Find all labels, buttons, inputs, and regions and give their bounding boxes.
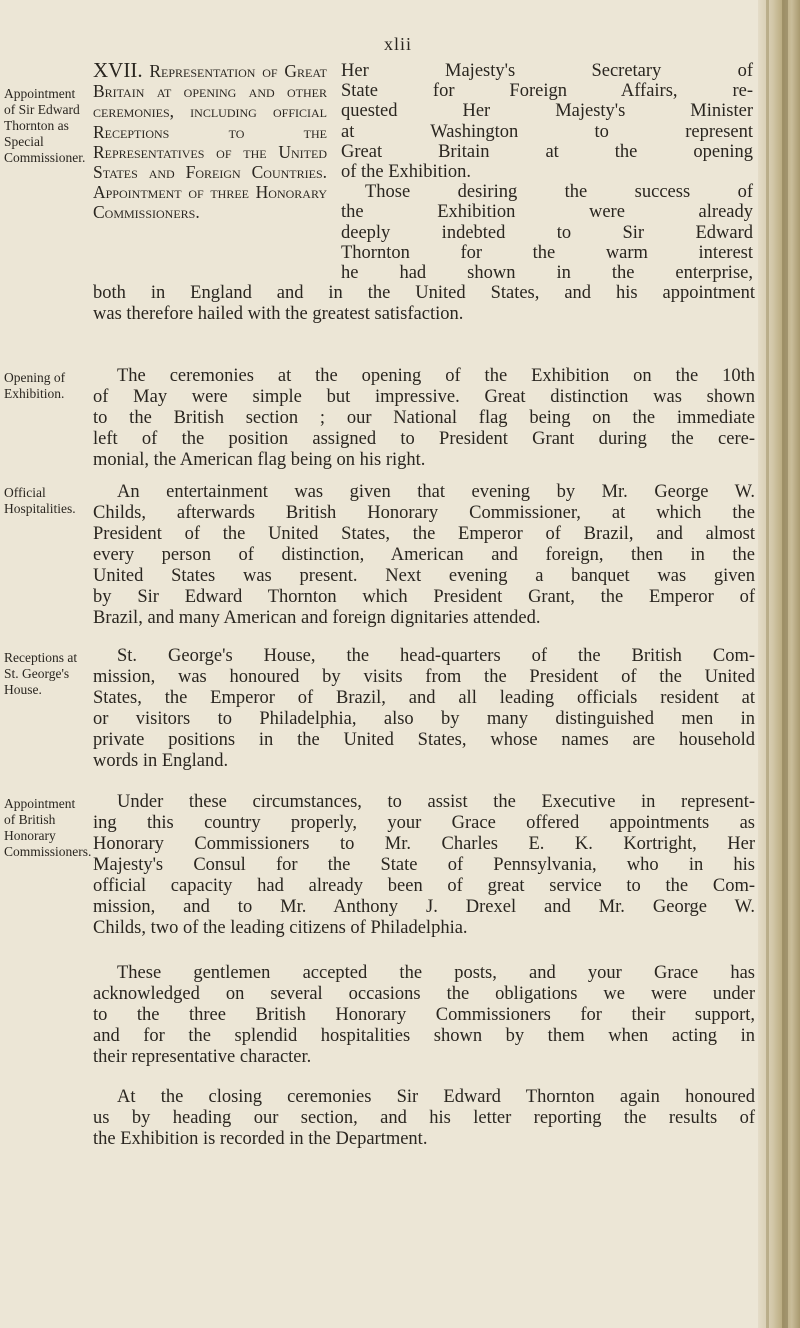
margin-note-hospitalities: Official Hospitalities. bbox=[4, 485, 76, 516]
text-line: he had shown in the enterprise, bbox=[341, 263, 753, 284]
text-line: Thornton for the warm interest bbox=[341, 242, 753, 263]
text-line: These gentlemen accepted the posts, and your Grace has bbox=[117, 963, 755, 983]
paragraph-closing bbox=[93, 1087, 755, 1150]
text-line: their representative character. bbox=[93, 1047, 312, 1067]
text-line: monial, the American flag being on his right. bbox=[93, 450, 426, 470]
text-line: quested Her Majesty's Minister bbox=[341, 101, 753, 122]
text-line: the Exhibition is recorded in the Department. bbox=[93, 1129, 428, 1149]
text-line: Childs, two of the leading citizens of Philadelphia. bbox=[93, 918, 468, 938]
text-line: ing this country properly, your Grace offered appointments as bbox=[93, 813, 755, 833]
margin-note-appointment: Appointment of Sir Edward Thornton as Special Commissioner. bbox=[4, 86, 86, 165]
text-line: private positions in the United States, whose names are household bbox=[93, 730, 755, 750]
margin-note-receptions: Receptions at St. George's House. bbox=[4, 650, 78, 697]
section-title: Representation of Great Britain at opening and other ceremonies, including official Receptions to the Representatives of the United States and Foreign Countries. Appointment of three Honorary Commissioners. bbox=[93, 61, 327, 223]
text-line: State for Foreign Affairs, re- bbox=[341, 81, 753, 102]
text-line: us by heading our section, and his letter reporting the results of bbox=[93, 1108, 755, 1128]
margin-note-opening: Opening of Exhibition. bbox=[4, 370, 66, 401]
text-line: and for the splendid hospitalities shown by them when acting in bbox=[93, 1026, 755, 1046]
paragraph-continuation bbox=[93, 283, 755, 325]
paragraph-hospitalities bbox=[93, 482, 755, 629]
text-line: Her Majesty's Secretary of bbox=[341, 61, 753, 81]
text-line: at Washington to represent bbox=[341, 121, 753, 142]
section-heading bbox=[93, 60, 327, 223]
text-line: both in England and in the United States, and his appointment bbox=[93, 283, 755, 303]
text-line: Majesty's Consul for the State of Pennsylvania, who in his bbox=[93, 855, 755, 875]
text-line: United States was present. Next evening a banquet was given bbox=[93, 566, 755, 586]
text-line: An entertainment was given that evening by Mr. George W. bbox=[117, 482, 755, 502]
page-edge bbox=[758, 0, 800, 1328]
text-line: was therefore hailed with the greatest satisfaction. bbox=[93, 304, 464, 324]
text-line: Those desiring the success of bbox=[365, 182, 753, 203]
text-line: States, the Emperor of Brazil, and all leading officials resident at bbox=[93, 688, 755, 708]
section-numeral: XVII. bbox=[93, 58, 143, 82]
text-line: At the closing ceremonies Sir Edward Thornton again honoured bbox=[117, 1087, 755, 1107]
page-edge-rim bbox=[766, 0, 769, 1328]
text-line: or visitors to Philadelphia, also by many distinguished men in bbox=[93, 709, 755, 729]
text-line: to the three British Honorary Commissioners for their support, bbox=[93, 1005, 755, 1025]
text-line: by Sir Edward Thornton which President Grant, the Emperor of bbox=[93, 587, 755, 607]
paragraph-honorary bbox=[93, 792, 755, 939]
text-line: official capacity had already been of great service to the Com- bbox=[93, 876, 755, 896]
text-line: Brazil, and many American and foreign dignitaries attended. bbox=[93, 608, 541, 628]
text-line: The ceremonies at the opening of the Exhibition on the 10th bbox=[117, 366, 755, 386]
text-line: the Exhibition were already bbox=[341, 202, 753, 223]
margin-note-honorary: Appointment of British Honorary Commissioners. bbox=[4, 796, 92, 859]
binding-shadow bbox=[782, 0, 788, 1328]
text-line: left of the position assigned to President Grant during the cere- bbox=[93, 429, 755, 449]
text-line: acknowledged on several occasions the obligations we were under bbox=[93, 984, 755, 1004]
text-line: mission, was honoured by visits from the President of the United bbox=[93, 667, 755, 687]
text-line: St. George's House, the head-quarters of the British Com- bbox=[117, 646, 755, 666]
paragraph-receptions bbox=[93, 646, 755, 772]
text-line: words in England. bbox=[93, 751, 229, 771]
text-line: Under these circumstances, to assist the Executive in represent- bbox=[117, 792, 755, 812]
text-line: deeply indebted to Sir Edward bbox=[341, 222, 753, 243]
paragraph-opening bbox=[93, 366, 755, 471]
text-line: Honorary Commissioners to Mr. Charles E. K. Kortright, Her bbox=[93, 834, 755, 854]
text-line: Childs, afterwards British Honorary Commissioner, at which the bbox=[93, 503, 755, 523]
page-number: xlii bbox=[383, 34, 412, 54]
text-line: to the British section ; our National flag being on the immediate bbox=[93, 408, 755, 428]
text-line: President of the United States, the Emperor of Brazil, and almost bbox=[93, 524, 755, 544]
text-line: Great Britain at the opening bbox=[341, 141, 753, 162]
side-text bbox=[341, 61, 753, 283]
text-line: mission, and to Mr. Anthony J. Drexel and Mr. George W. bbox=[93, 897, 755, 917]
paragraph-gentlemen bbox=[93, 963, 755, 1068]
text-line: of the Exhibition. bbox=[341, 162, 471, 183]
text-line: every person of distinction, American and foreign, then in the bbox=[93, 545, 755, 565]
text-line: of May were simple but impressive. Great distinction was shown bbox=[93, 387, 755, 407]
